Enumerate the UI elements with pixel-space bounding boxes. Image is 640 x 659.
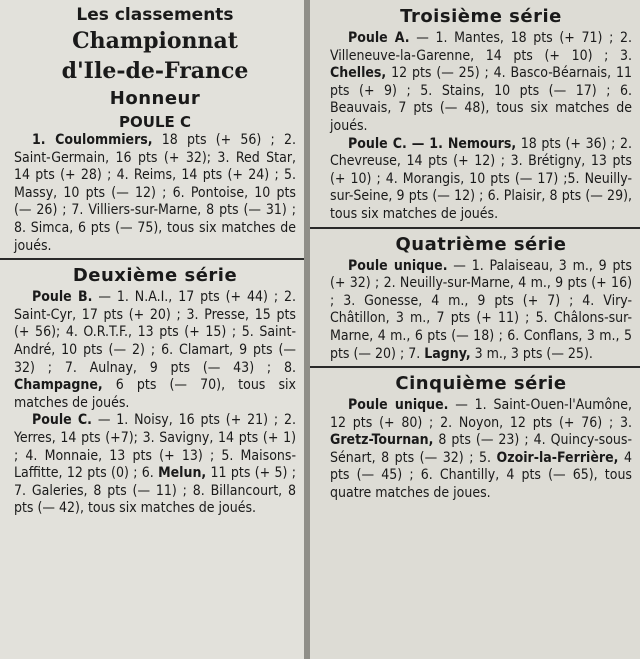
section-title: Les classements: [76, 5, 234, 25]
championship-title-line1: Championnat: [72, 28, 238, 54]
pouleC-bold-team: Melun,: [158, 465, 207, 482]
divider: [310, 227, 640, 229]
quatrieme-heading: Quatrième série: [395, 233, 567, 255]
deuxieme-pouleB-results: [14, 289, 296, 412]
cinquieme-text-b: 8 pts (— 23) ; 4. Quincy-sous-Sénart, 8 pts (— 32) ; 5.: [330, 432, 632, 466]
divider: [310, 366, 640, 368]
honneur-results-text: 18 pts (+ 56) ; 2. Saint-Germain, 16 pts (+ 32); 3. Red Star, 14 pts (+ 28) ; 4. Reims, 14 pts (+ 24) ; 5. Massy, 10 pts (— 12) ; 6. Pontoise, 10 pts (— 26) ; 7. Villiers-sur-Marne, 8 pts (— 31) ; 8. Simca, 6 pts (— 75), tous six matches de joués.: [14, 132, 296, 254]
deuxieme-heading: Deuxième série: [72, 265, 238, 287]
quatrieme-results: [330, 258, 632, 364]
honneur-leader: 1. Coulommiers,: [32, 132, 153, 148]
deuxieme-pouleC-results: [14, 412, 296, 518]
cinquieme-bold-team-2: Ozoir-la-Ferrière,: [496, 449, 619, 466]
pouleC-text-b: 11 pts (+ 5) ; 7. Galeries, 8 pts (— 11) ; 8. Billancourt, 8 pts (— 42), tous six matches de joués.: [14, 465, 296, 517]
divider: [0, 258, 304, 260]
quatrieme-label: Poule unique.: [348, 257, 448, 274]
cinquieme-label: Poule unique.: [348, 397, 449, 414]
pouleB-bold-team: Champagne,: [14, 377, 103, 394]
championship-title-line2: d'Ile-de-France: [61, 58, 249, 84]
cinquieme-text-a: — 1. Saint-Ouen-l'Aumône, 12 pts (+ 80) ; 2. Noyon, 12 pts (+ 76) ; 3.: [330, 397, 632, 431]
cinquieme-results: [330, 397, 632, 503]
honneur-results: [14, 132, 296, 255]
cinquieme-text-c: 4 pts (— 45) ; 6. Chantilly, 4 pts (— 65), tous quatre matches de joues.: [330, 449, 632, 502]
troisieme-pouleA-text-b: 12 pts (— 25) ; 4. Basco-Béarnais, 11 pts (+ 9) ; 5. Stains, 10 pts (— 17) ; 6. Beauvais, 7 pts (— 48), tous six matches de joués.: [330, 65, 632, 134]
left-column: [0, 0, 304, 659]
pouleB-text-a: — 1. N.A.I., 17 pts (+ 44) ; 2. Saint-Cyr, 17 pts (+ 20) ; 3. Presse, 15 pts (+ 56); 4. O.R.T.F., 13 pts (+ 15) ; 5. Saint-André, 10 pts (— 2) ; 6. Clamart, 9 pts (— 32) ; 7. Aulnay, 9 pts (— 43) ; 8.: [14, 289, 296, 376]
honneur-heading: Honneur: [109, 88, 201, 109]
pouleC-label: Poule C.: [32, 412, 92, 429]
quatrieme-text-a: — 1. Palaiseau, 3 m., 9 pts (+ 32) ; 2. Neuilly-sur-Marne, 4 m., 9 pts (+ 16) ; 3. Gonesse, 4 m., 9 pts (+ 7) ; 4. Viry-Châtillon, 3 m., 7 pts (+ 11) ; 5. Châlons-sur-Marne, 4 m., 6 pts (— 18) ; 6. Conflans, 3 m., 5 pts (— 20) ; 7.: [330, 257, 632, 362]
troisieme-pouleC-results: [330, 136, 632, 224]
honneur-poule-label: POULE C: [119, 113, 191, 131]
troisieme-pouleC-text: 18 pts (+ 36) ; 2. Chevreuse, 14 pts (+ 12) ; 3. Brétigny, 13 pts (+ 10) ; 4. Morangis, 10 pts (— 17) ;5. Neuilly-sur-Seine, 9 pts (— 12) ; 6. Plaisir, 8 pts (— 29), tous six matches de joués.: [330, 135, 632, 222]
pouleB-label: Poule B.: [32, 289, 93, 306]
troisieme-pouleA-text-a: — 1. Mantes, 18 pts (+ 71) ; 2. Villeneuve-la-Garenne, 14 pts (+ 10) ; 3.: [330, 30, 633, 64]
pouleB-text-b: 6 pts (— 70), tous six matches de joués.: [14, 377, 296, 411]
pouleC-text-a: — 1. Noisy, 16 pts (+ 21) ; 2. Yerres, 14 pts (+7); 3. Savigny, 14 pts (+ 1) ; 4. Monnaie, 13 pts (+ 13) ; 5. Maisons-Laffitte, 12 pts (0) ; 6.: [14, 412, 296, 482]
quatrieme-bold-team: Lagny,: [424, 345, 471, 362]
troisieme-pouleA-label: Poule A.: [348, 30, 410, 46]
cinquieme-bold-team-1: Gretz-Tournan,: [330, 432, 434, 449]
troisieme-pouleA-results: [330, 30, 632, 136]
troisieme-pouleA-bold-team: Chelles,: [330, 65, 387, 82]
cinquieme-heading: Cinquième série: [395, 373, 567, 395]
right-column: [310, 0, 640, 659]
quatrieme-text-b: 3 m., 3 pts (— 25).: [470, 345, 593, 362]
troisieme-heading: Troisième série: [400, 6, 562, 27]
troisieme-pouleC-label: Poule C. — 1. Nemours,: [348, 135, 517, 152]
